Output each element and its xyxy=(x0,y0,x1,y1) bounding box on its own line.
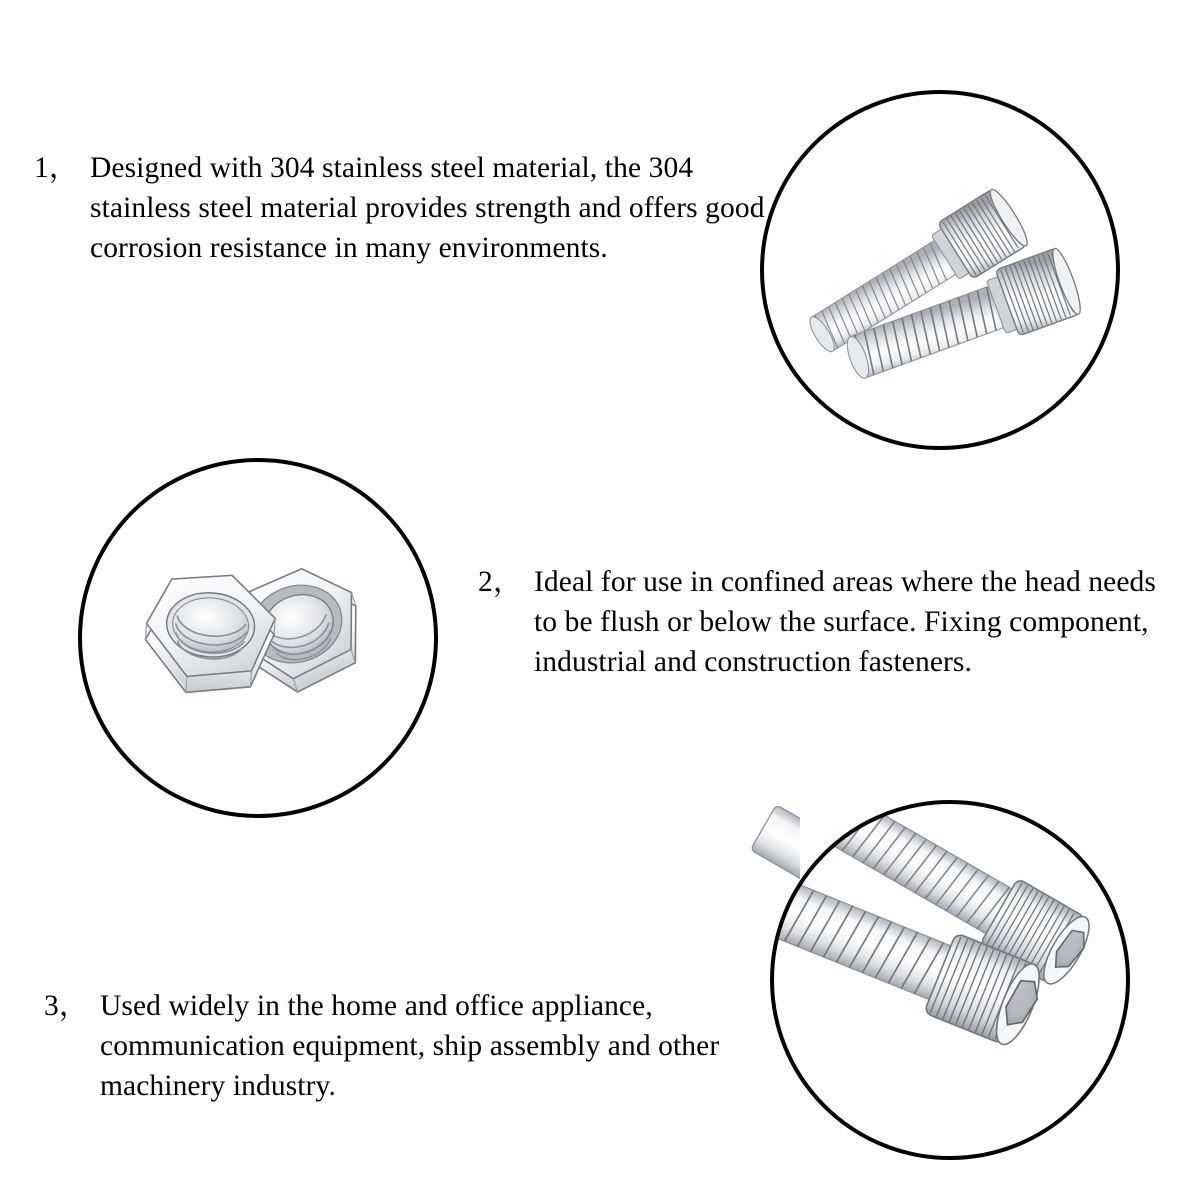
screw-pair-photo xyxy=(760,90,1120,450)
feature-item-2 xyxy=(478,562,1168,682)
socket-head-photo xyxy=(770,800,1130,1160)
screw-pair-illustration xyxy=(760,90,1120,450)
feature-3-text: Used widely in the home and office appliance, communication equipment, ship assembly and other machinery industry. xyxy=(100,990,720,1102)
feature-3-marker: 3， xyxy=(44,990,89,1022)
feature-2-marker: 2， xyxy=(478,566,523,598)
feature-2-text: Ideal for use in confined areas where the head needs to be flush or below the surface. Fixing component, industrial and construction fasteners. xyxy=(534,566,1156,678)
feature-item-3 xyxy=(44,986,734,1106)
hex-nut-illustration xyxy=(78,458,438,818)
hex-nut-photo xyxy=(78,458,438,818)
feature-1-text: Designed with 304 stainless steel material, the 304 stainless steel material provides strength and offers good corrosion resistance in many environments. xyxy=(90,152,765,264)
feature-item-1 xyxy=(34,148,774,268)
feature-1-marker: 1， xyxy=(34,152,79,184)
socket-head-illustration xyxy=(770,800,1130,1160)
